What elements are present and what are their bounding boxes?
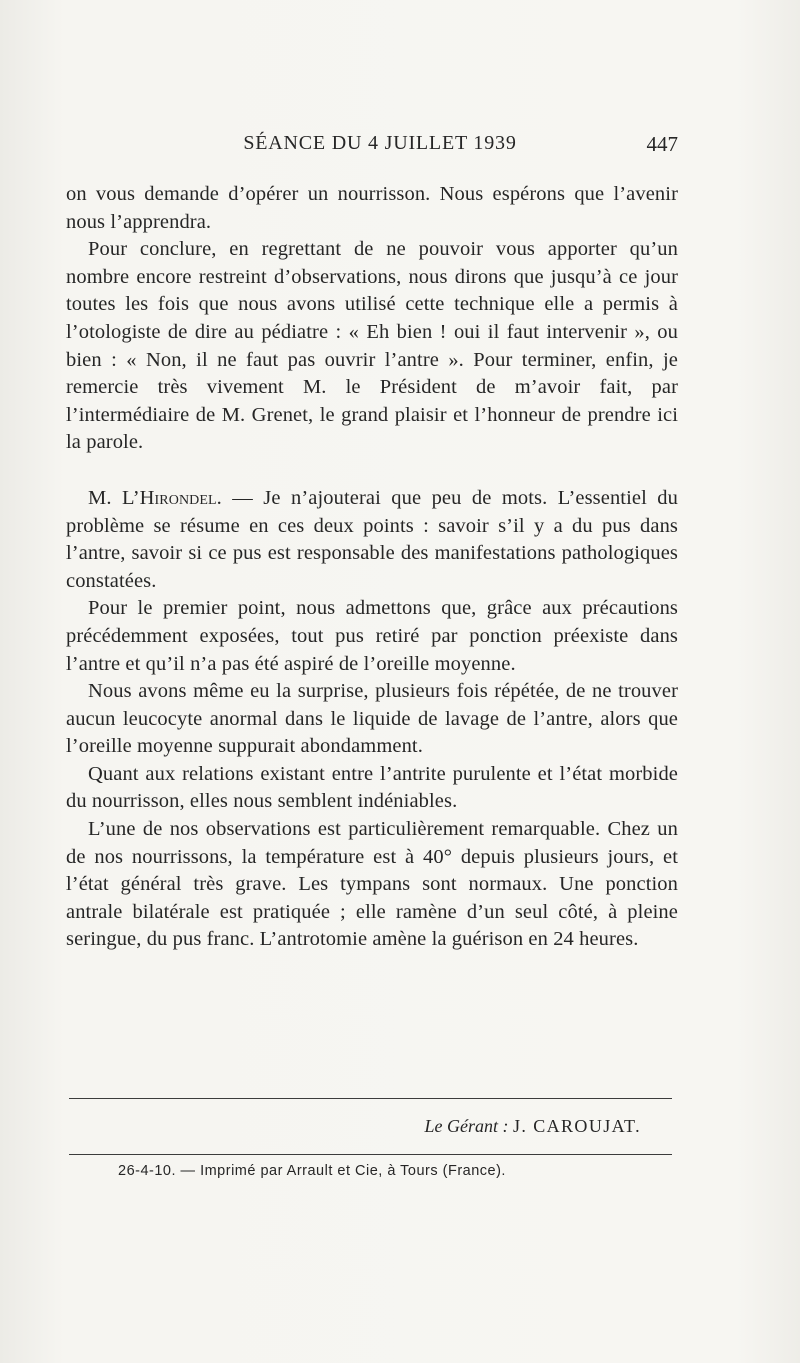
running-title: SÉANCE DU 4 JUILLET 1939 (243, 132, 517, 154)
footer-divider-bottom (69, 1154, 672, 1155)
paragraph-conclusion: Pour conclure, en regrettant de ne pouvoir vous apporter qu’un nombre encore restreint d’observations, nous dirons que jusqu’à ce jour toutes les fois que nous avons utilisé cette technique elle a permis à l’otologiste de dire au pédiatre : « Eh bien ! oui il faut intervenir », ou bien : « Non, il ne faut pas ouvrir l’antre ». Pour terminer, enfin, je remercie très vivement M. le Président de m’avoir fait, par l’intermédiaire de M. Grenet, le grand plaisir et l’honneur de prendre ici la parole. (66, 238, 678, 454)
paragraph-first-point: Pour le premier point, nous admettons que, grâce aux précautions précédemment exposées, tout pus retiré par ponction préexiste dans l’antre et qu’il n’a pas été aspiré de l’oreille moyenne. (66, 597, 678, 675)
paragraph-continuation: on vous demande d’opérer un nourrisson. Nous espérons que l’avenir nous l’apprendra. (66, 183, 678, 233)
speaker-name: M. L’Hirondel. (88, 486, 222, 509)
paragraph-relations: Quant aux relations existant entre l’antrite purulente et l’état morbide du nourrisson, elles nous semblent indéniables. (66, 762, 678, 813)
signature-label: Le Gérant : (424, 1116, 514, 1136)
signature-line (66, 1116, 641, 1137)
paragraph-surprise: Nous avons même eu la surprise, plusieurs fois répétée, de ne trouver aucun leucocyte anormal dans le liquide de lavage de l’antre, alors que l’oreille moyenne suppurait abondamment. (66, 680, 678, 758)
footer-divider-top (69, 1098, 672, 1099)
page-number: 447 (646, 132, 678, 156)
speaker-remarks: — Je n’ajouterai que peu de mots. L’essentiel du problème se résume en ces deux points : savoir s’il y a du pus dans l’antre, savoir si ce pus est responsable des manifestations pathologiques constatées. (66, 486, 678, 592)
printer-imprint: 26-4-10. — Imprimé par Arrault et Cie, à Tours (France). (118, 1163, 506, 1179)
body-text (66, 181, 678, 954)
paragraph-lhirondel (66, 485, 678, 595)
running-header (82, 132, 678, 162)
signature-name: J. CAROUJAT. (513, 1116, 641, 1136)
paragraph-observation: L’une de nos observations est particulièrement remarquable. Chez un de nos nourrissons, la température est à 40° depuis plusieurs jours, et l’état général très grave. Les tympans sont normaux. Une ponction antrale bilatérale est pratiquée ; elle ramène d’un seul côté, à pleine seringue, du pus franc. L’antrotomie amène la guérison en 24 heures. (66, 818, 678, 951)
